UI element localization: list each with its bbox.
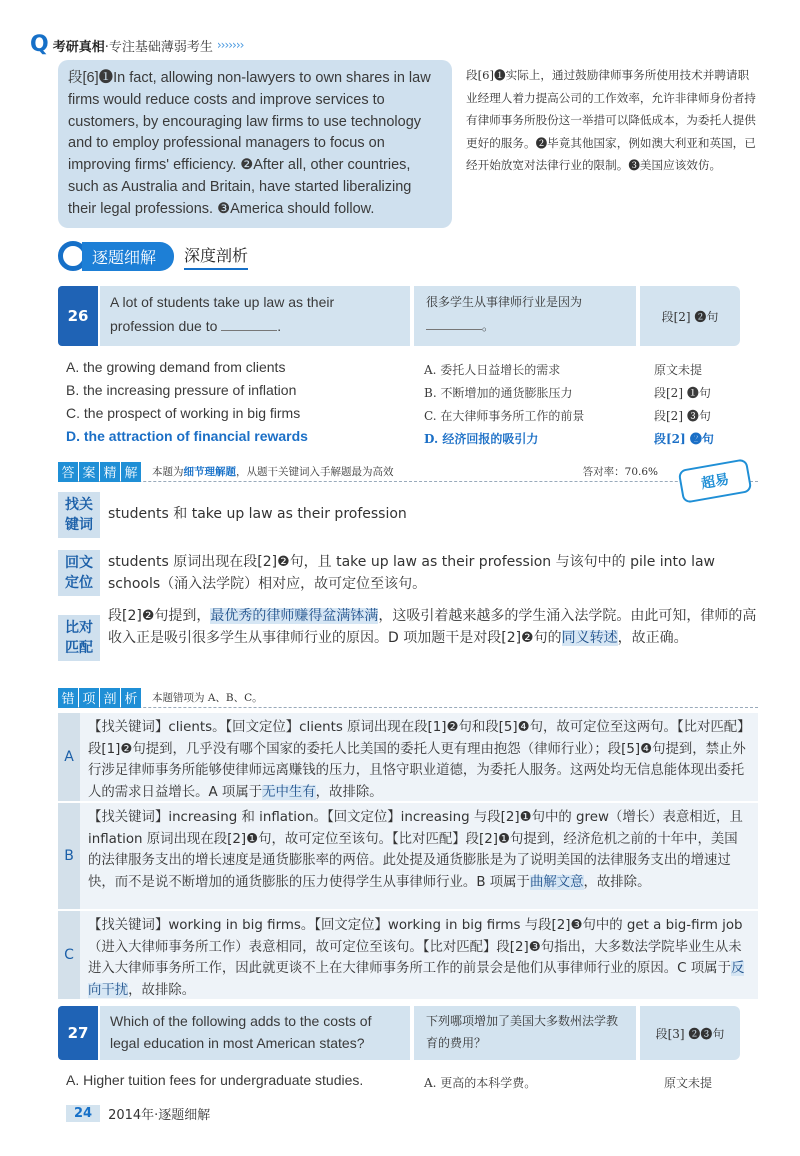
step-text-keywords: students 和 take up law as their profession <box>108 506 407 522</box>
answer-desc <box>152 464 394 479</box>
option-d-cn-correct: D. 经济回报的吸引力 <box>424 432 539 446</box>
chevrons-icon: ››››››› <box>216 38 244 52</box>
wrong-option-c <box>58 911 758 999</box>
highlight: 反向干扰 <box>88 961 745 998</box>
passage-chinese: 段[6]❶实际上，通过鼓励律师事务所使用技术并聘请职业经理人着力提高公司的工作效率，允许非律师身份者持有律师事务所股份这一举措可以降低成本，为委托人提供更好的服务。❷毕竟其他国家，例如澳大利亚和英国，已经开始放宽对法律行业的限制。❸美国应该效仿。 <box>466 68 756 172</box>
section-title <box>58 241 248 271</box>
option-b-en: B. the increasing pressure of inflation <box>66 382 297 398</box>
footer-title: 2014年·逐题细解 <box>108 1108 211 1123</box>
text-run: ，故排除。 <box>128 982 196 998</box>
text-run: ，故排除。 <box>583 874 651 890</box>
wrong-option-label: A <box>58 713 80 801</box>
question-stem-cn-text: 很多学生从事律师行业是因为 <box>426 295 583 309</box>
step-label-line: 键词 <box>65 517 93 533</box>
tag-char: 错 <box>58 688 78 708</box>
desc-pre: 本题为 <box>152 466 184 478</box>
option-c-ref: 段[2] ❸句 <box>654 409 711 423</box>
section-subtitle: 深度剖析 <box>184 243 248 270</box>
highlight: 无中生有 <box>262 784 316 800</box>
question-stem-en: A lot of students take up law as their profession due to . <box>100 286 410 346</box>
text-run: 【找关键词】increasing 和 inflation。【回文定位】increasing 与段[2]❶句中的 grew（增长）表意相近，且 inflation 原词出现在段[2]❶句，故可定位至该句。【比对匹配】段[2]❶句提到，经济危机之前的十年中，美国的法律服务支出的增长速度是通货膨胀率的两倍。此处提及通货膨胀是为了说明美国的法律服务支出的增速过快，而不是说不断增加的通货膨胀的压力使得学生从事律师行业。B 项属于 <box>88 810 743 890</box>
wrong-analysis-bar <box>58 688 758 708</box>
option-a-cn: A. 委托人日益增长的需求 <box>424 363 561 377</box>
option-d-en-correct: D. the attraction of financial rewards <box>66 428 308 444</box>
highlight: 曲解文意 <box>529 874 584 890</box>
option-a-ref: 原文未提 <box>654 363 703 377</box>
step-label-line: 回文 <box>65 555 93 571</box>
text-run: ，这吸引着越来越多的学生涌入法学院。由此可知，律师的高收入正是吸引很多学生从事律师行业的原因。D 项加题干是对段[2]❷句的 <box>108 608 757 646</box>
highlight: 最优秀的律师赚得盆满钵满 <box>210 608 379 624</box>
text-run: 段[2]❷句提到， <box>108 608 211 624</box>
section-title-label: 逐题细解 <box>82 242 174 271</box>
option-c-en: C. the prospect of working in big firms <box>66 405 301 421</box>
answer-blank <box>221 317 277 331</box>
difficulty-stamp: 超易 <box>678 458 753 504</box>
wrong-option-label: C <box>58 911 80 999</box>
step-label-line: 比对 <box>65 620 93 636</box>
step-label-locate <box>58 550 100 596</box>
question-type: 细节理解题 <box>183 466 236 478</box>
option-a-en: A. the growing demand from clients <box>66 359 286 375</box>
brand-name: 考研真相 <box>52 39 105 55</box>
wrong-option-text <box>80 803 758 909</box>
option-d-ref: 段[2] ❷句 <box>654 432 714 446</box>
text-run: ，故正确。 <box>617 629 688 646</box>
wrong-option-text <box>80 713 758 801</box>
text-run: 【找关键词】working in big firms。【回文定位】working in big firms 与段[2]❸句中的 get a big-firm job（进入大律师事务所工作）表意相同，故可定位至该句。【比对匹配】段[2]❸句指出，大多数法学院毕业生从未进入大律师事务所工作，因此就更谈不上在大律师事务所工作的前景会是他们从事律师行业的原因。C 项属于 <box>88 918 743 977</box>
question-reference: 段[3] ❷❸句 <box>640 1006 740 1060</box>
tag-char: 剖 <box>100 688 120 708</box>
question-stem-cn: 很多学生从事律师行业是因为。 <box>414 286 636 346</box>
step-label-line: 找关 <box>65 497 93 513</box>
step-label-match <box>58 615 100 661</box>
text-run: 【找关键词】clients。【回文定位】clients 原词出现在段[1]❷句和段[5]❹句，故可定位至这两句。【比对匹配】段[1]❷句提到，几乎没有哪个国家的委托人比美国的委托人更有理由抱怨（律师行业）；段[5]❹句提到，禁止外行涉足律师事务所能够使律师远离赚钱的压力，且恪守职业道德，为委托人服务。这两处均无信息能体现出委托人的需求日益增长。A 项属于 <box>88 720 746 800</box>
question-number: 26 <box>58 286 98 346</box>
option-a-cn: A. 更高的本科学费。 <box>424 1076 537 1090</box>
page-footer <box>66 1104 210 1123</box>
option-b-cn: B. 不断增加的通货膨胀压力 <box>424 386 573 400</box>
step-label-line: 定位 <box>65 575 93 591</box>
wrong-option-b <box>58 803 758 909</box>
page-header <box>30 34 243 56</box>
answer-tag <box>58 462 142 482</box>
text-run: ，故排除。 <box>315 784 383 800</box>
wrong-option-text <box>80 911 758 999</box>
wrong-option-label: B <box>58 803 80 909</box>
tag-char: 解 <box>121 462 141 482</box>
tag-char: 项 <box>79 688 99 708</box>
question-reference: 段[2] ❷句 <box>640 286 740 346</box>
correct-rate: 答对率：70.6% <box>582 466 658 478</box>
passage-english: 段[6]❶In fact, allowing non-lawyers to own shares in law firms would reduce costs and improve services to customers, by encouraging law firms to use technology and to employ professional managers to focus on improving firms' efficiency. ❷After all, other countries, such as Australia and Britain, have started liberalizing their legal professions. ❸America should follow. <box>58 60 452 228</box>
page-number: 24 <box>66 1105 100 1122</box>
step-text-locate: students 原词出现在段[2]❷句，且 take up law as their profession 与该句中的 pile into law schools（涌入法学院）相对应，故可定位至该句。 <box>108 554 715 592</box>
magnifier-q-icon: Q <box>30 32 49 57</box>
wrong-tag <box>58 688 142 708</box>
step-text-match <box>108 606 758 649</box>
tag-char: 案 <box>79 462 99 482</box>
highlight: 同义转述 <box>561 629 618 646</box>
tag-char: 析 <box>121 688 141 708</box>
option-a-en: A. Higher tuition fees for undergraduate studies. <box>66 1072 364 1088</box>
brand-subtitle: ·专注基础薄弱考生 <box>104 39 213 55</box>
option-c-cn: C. 在大律师事务所工作的前景 <box>424 409 585 423</box>
wrong-desc: 本题错项为 A、B、C。 <box>152 692 263 704</box>
option-a-ref: 原文未提 <box>664 1076 713 1090</box>
wrong-option-a <box>58 713 758 801</box>
answer-explanation-bar <box>58 462 758 482</box>
question-number: 27 <box>58 1006 98 1060</box>
question-stem-en-text: A lot of students take up law as their profession due to <box>110 294 335 334</box>
step-label-keywords <box>58 492 100 538</box>
tag-char: 答 <box>58 462 78 482</box>
option-b-ref: 段[2] ❶句 <box>654 386 711 400</box>
desc-post: ，从题干关键词入手解题最为高效 <box>236 466 394 478</box>
answer-blank-cn <box>426 316 482 330</box>
question-stem-cn: 下列哪项增加了美国大多数州法学教育的费用？ <box>414 1006 636 1060</box>
question-stem-en: Which of the following adds to the costs of legal education in most American states? <box>100 1006 410 1060</box>
step-label-line: 匹配 <box>65 640 93 656</box>
tag-char: 精 <box>100 462 120 482</box>
